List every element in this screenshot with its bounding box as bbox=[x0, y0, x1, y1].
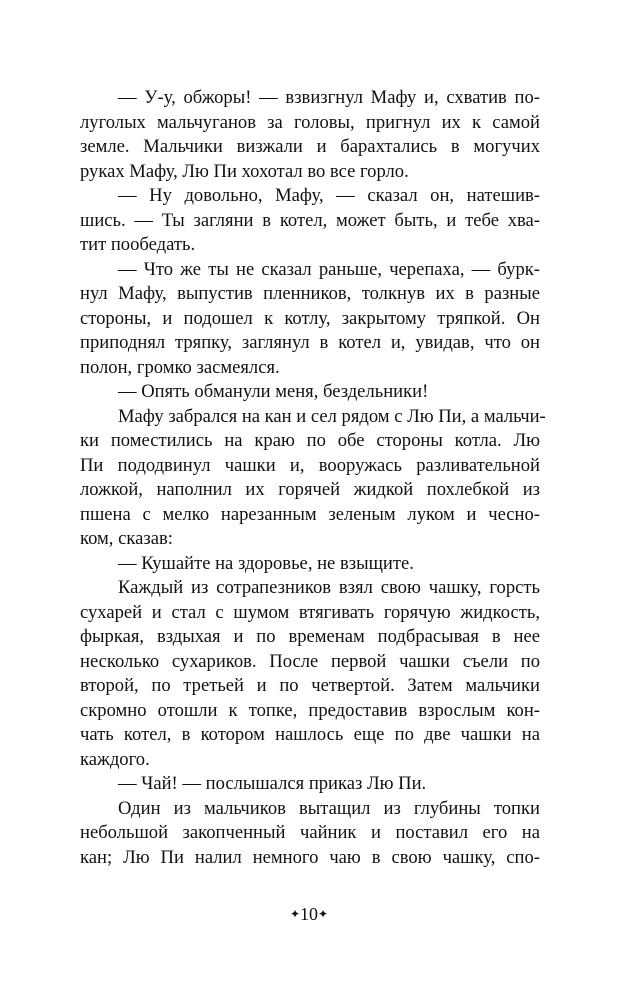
text-line: луголых мальчуганов за головы, пригнул их к самой bbox=[80, 111, 540, 133]
text-line: приподнял тряпку, заглянул в котел и, увидав, что он bbox=[80, 332, 540, 353]
text-line: руках Мафу, Лю Пи хохотал во все горло. bbox=[80, 160, 409, 182]
text-line: второй, по третьей и по четвертой. Затем мальчики bbox=[80, 675, 540, 696]
text-line: — Чай! — послышался приказ Лю Пи. bbox=[118, 773, 427, 794]
text-line: — Что же ты не сказал раньше, черепаха, — бурк- bbox=[118, 258, 540, 280]
text-line: скромно отошли к топке, предоставив взрослым кон- bbox=[80, 699, 540, 721]
text-line: чать котел, в котором нашлось еще по две чашки на bbox=[80, 724, 540, 745]
text-line: Пи пододвинул чашки и, вооружась разливательной bbox=[80, 454, 540, 476]
text-line: сухарей и стал с шумом втягивать горячую жидкость, bbox=[80, 601, 540, 623]
text-line: — Кушайте на здоровье, не взыщите. bbox=[118, 552, 414, 574]
text-line: ком, сказав: bbox=[80, 528, 173, 549]
text-line: тит пообедать. bbox=[80, 234, 196, 255]
page-number bbox=[0, 904, 618, 925]
text-line: Каждый из сотрапезников взял свою чашку, горсть bbox=[118, 577, 540, 598]
text-line: — Ну довольно, Мафу, — сказал он, натешив- bbox=[118, 185, 540, 206]
text-line: стороны, и подошел к котлу, закрытому тряпкой. Он bbox=[80, 307, 540, 329]
text-line: земле. Мальчики визжали и барахтались в могучих bbox=[80, 136, 540, 157]
page-number-value: 10 bbox=[300, 904, 318, 924]
text-line: нул Мафу, выпустив пленников, толкнув их в разные bbox=[80, 283, 540, 304]
text-line: — У-у, обжоры! — взвизгнул Мафу и, схватив по- bbox=[118, 87, 540, 108]
text-line: пшена с мелко нарезанным зеленым луком и чесно- bbox=[80, 503, 540, 525]
ornament-left-icon: ✦ bbox=[289, 907, 300, 921]
text-line: кан; Лю Пи налил немного чаю в свою чашку, спо- bbox=[80, 846, 540, 868]
ornament-right-icon: ✦ bbox=[318, 907, 329, 921]
text-line: Мафу забрался на кан и сел рядом с Лю Пи, а мальчи- bbox=[118, 405, 546, 427]
text-line: несколько сухариков. После первой чашки съели по bbox=[80, 650, 540, 672]
text-line: — Опять обманули меня, бездельники! bbox=[118, 381, 429, 402]
text-line: ложкой, наполнил их горячей жидкой похлебкой из bbox=[80, 479, 540, 500]
text-line: шись. — Ты загляни в котел, может быть, и тебе хва- bbox=[80, 209, 540, 231]
text-line: небольшой закопченный чайник и поставил его на bbox=[80, 822, 540, 843]
text-line: фыркая, вздыхая и по временам подбрасывая в нее bbox=[80, 626, 540, 647]
text-line: Один из мальчиков вытащил из глубины топки bbox=[118, 797, 540, 819]
text-line: ки поместились на краю по обе стороны котла. Лю bbox=[80, 430, 540, 451]
page-text bbox=[80, 86, 546, 870]
text-line: полон, громко засмеялся. bbox=[80, 356, 280, 378]
text-line: каждого. bbox=[80, 748, 150, 770]
